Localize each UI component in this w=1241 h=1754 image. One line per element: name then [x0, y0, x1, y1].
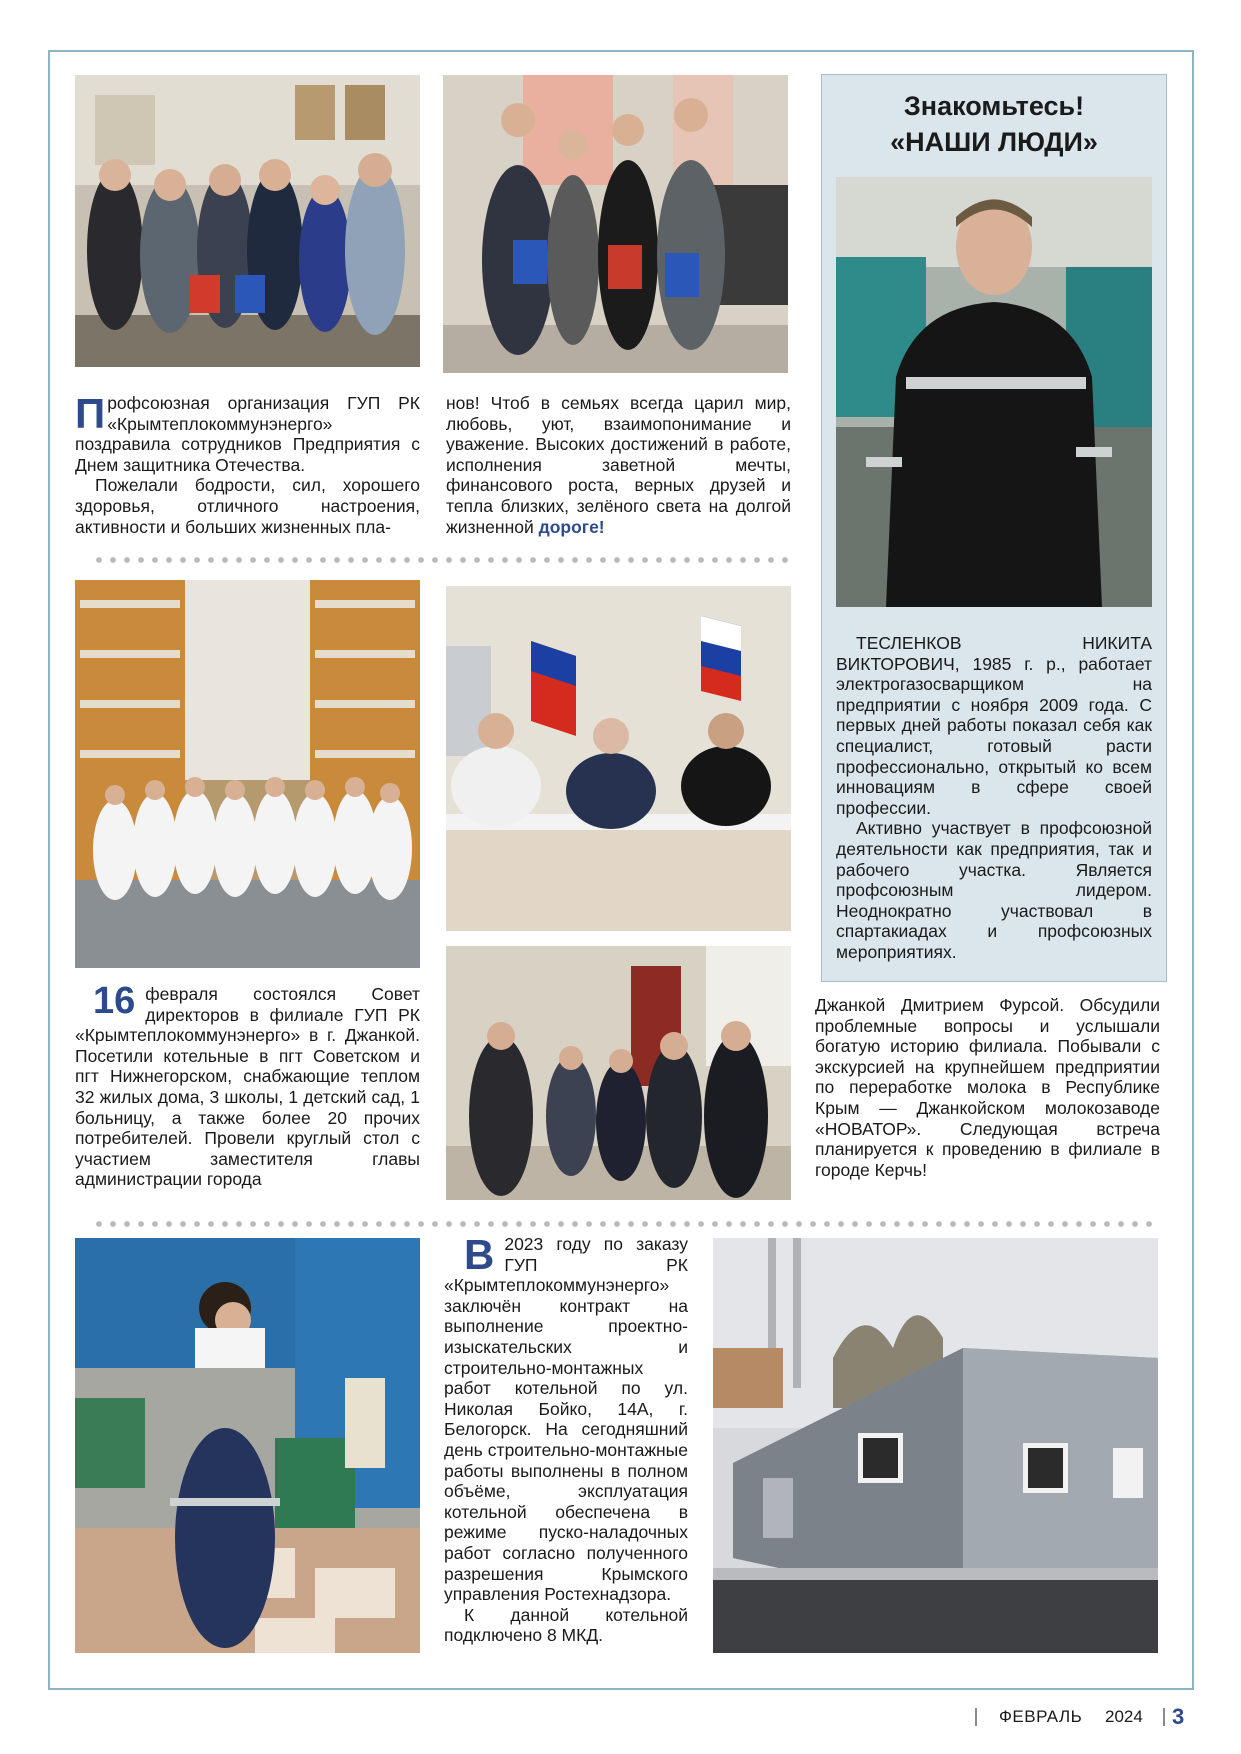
sidebar-para-2: Активно участвует в профсоюзной деятельности как предприятия, так и рабочего участка. Является профсоюзным лидером. Неоднократно участвовал в спартакиадах и профсоюзных мероприятиях.	[836, 818, 1152, 962]
article2-col1-text: февраля состоялся Совет директоров в филиале ГУП РК «Крымтеплокоммунэнерго» в г. Джанкой. Посетили котельные в пгт Советском и пгт Нижнегорском, снабжающие теплом 32 жилых дома, 3 школы, 1 детский сад, 1 больницу, а также более 20 прочих потребителей. Провели круглый стол с участием заместителя главы администрации города	[75, 984, 420, 1190]
article2-col1	[75, 980, 420, 1190]
article3-para-1: 2023 году по заказу ГУП РК «Крымтеплокоммунэнерго» заключён контракт на выполнение проектно-изыскательских и строительно-монтажных работ котельной по ул. Николая Бойко, 14А, г. Белогорск. На сегодняшний день строительно-монтажные работы выполнены в полном объёме, эксплуатация котельной обеспечена в режиме пуско-наладочных работ согласно полученного разрешения Крымского управления Ростехнадзора.	[444, 1234, 688, 1605]
article1-col1	[75, 390, 420, 537]
article2-col3	[815, 995, 1160, 1180]
divider-2	[92, 1221, 1158, 1227]
photo-boiler-tour	[446, 946, 791, 1200]
photo-modular-boiler-house	[713, 1238, 1158, 1653]
footer-bar-left	[975, 1708, 977, 1726]
photo-welder-portrait	[836, 177, 1152, 607]
photo-boiler-operator	[75, 1238, 420, 1653]
sidebar-para-1: ТЕСЛЕНКОВ НИКИТА ВИКТОРОВИЧ, 1985 г. р., работает электрогазосварщиком на предприятии с ноября 2009 года. С первых дней работы показал себя как специалист, готовый расти профессионально, открытый ко всем инновациям в сфере своей профессии.	[836, 633, 1152, 818]
article3-dropcap: В	[464, 1231, 495, 1278]
sidebar-text	[836, 633, 1152, 963]
divider-1	[92, 557, 788, 563]
sidebar-title-1: Знакомьтесь!	[903, 91, 1085, 121]
article1-dropcap: П	[75, 390, 106, 437]
article1-para-2: Пожелали бодрости, сил, хорошего здоровья, отличного настроения, активности и больших жизненных пла-	[75, 475, 420, 537]
footer-year: 2024	[1105, 1707, 1143, 1726]
photo-warehouse-group	[75, 580, 420, 968]
article1-highlight: дороге!	[538, 516, 605, 537]
article2-col3-text: Джанкой Дмитрием Фурсой. Обсудили проблемные вопросы и услышали богатую историю филиала. Побывали с экскурсией на крупнейшем предприятии по переработке молока в Республике Крым — Джанкойском молокозаводе «НОВАТОР». Следующая встреча планируется к проведению в филиале в городе Керчь!	[815, 995, 1160, 1180]
article1-col2-text: нов! Чтоб в семьях всегда царил мир, любовь, уют, взаимопонимание и уважение. Высоких достижений в работе, исполнения заветной мечты, финансового роста, верных друзей и тепла близких, зелёного света на долгой жизненной	[446, 393, 791, 537]
page-footer	[975, 1706, 1195, 1730]
article3-text	[444, 1231, 688, 1646]
footer-month: ФЕВРАЛЬ	[999, 1707, 1083, 1726]
footer-bar-right	[1163, 1708, 1165, 1726]
article2-dropcap: 16	[93, 980, 136, 1022]
photo-round-table	[446, 586, 791, 931]
sidebar-our-people	[821, 74, 1167, 982]
photo-group-gifts-1	[75, 75, 420, 367]
article3-para-2: К данной котельной подключено 8 МКД.	[444, 1604, 688, 1646]
page-number: 3	[1172, 1704, 1185, 1729]
article1-para-1: рофсоюзная организация ГУП РК «Крымтеплокоммунэнерго» поздравила сотрудников Предприятия с Днем защитника Отечества.	[75, 393, 420, 475]
photo-group-gifts-2	[443, 75, 788, 373]
sidebar-title-2: «НАШИ ЛЮДИ»	[890, 127, 1098, 157]
article1-col2	[446, 393, 791, 537]
